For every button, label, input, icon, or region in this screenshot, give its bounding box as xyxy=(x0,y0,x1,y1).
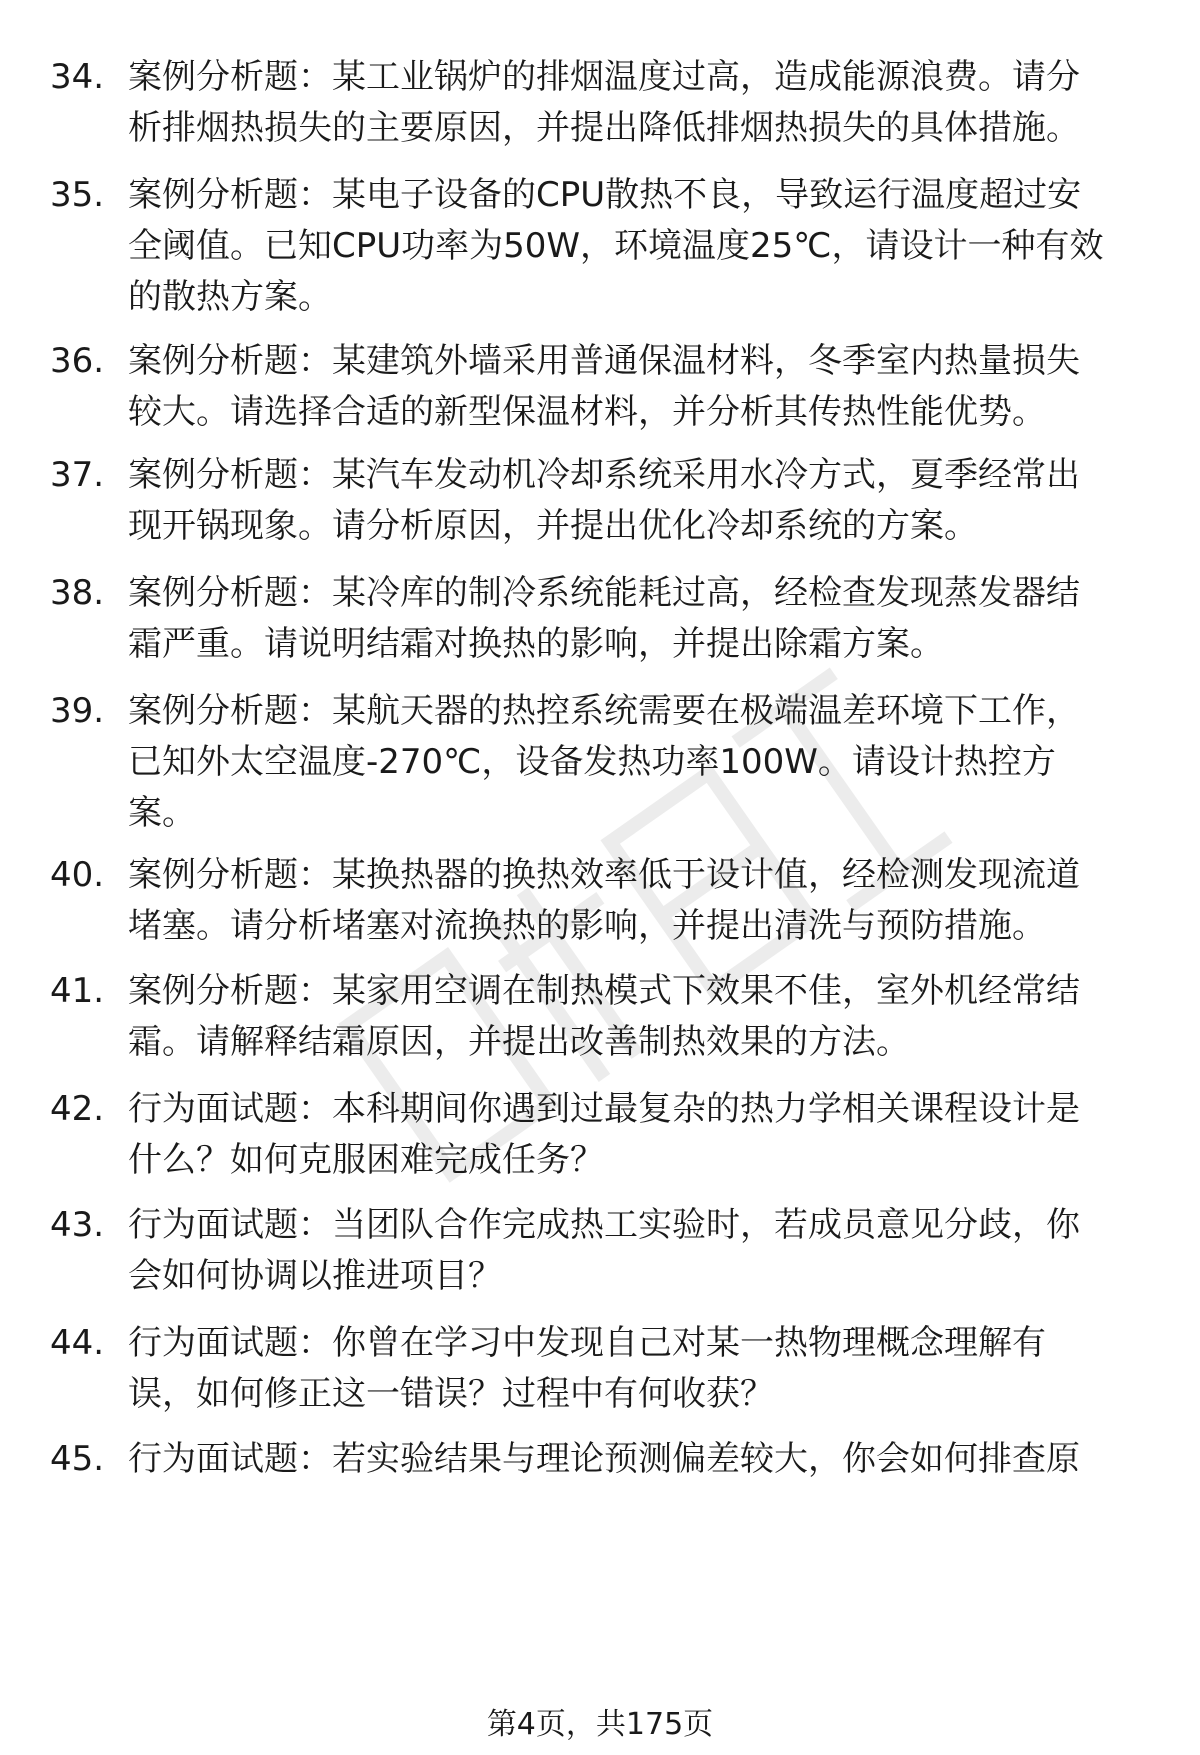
question-number: 38. xyxy=(50,573,105,613)
question-text: 案例分析题：某电子设备的CPU散热不良，导致运行温度超过安 全阈值。已知CPU功率为50W，环境温度25℃，请设计一种有效 的散热方案。 xyxy=(128,175,1104,317)
question-text: 行为面试题：本科期间你遇到过最复杂的热力学相关课程设计是 什么？如何克服困难完成任务？ xyxy=(128,1089,1080,1180)
question-text: 案例分析题：某工业锅炉的排烟温度过高，造成能源浪费。请分 析排烟热损失的主要原因，并提出降低排烟热损失的具体措施。 xyxy=(128,57,1080,148)
question-number: 36. xyxy=(50,341,105,381)
question-text: 行为面试题：若实验结果与理论预测偏差较大，你会如何排查原 xyxy=(128,1439,1080,1479)
question-number: 42. xyxy=(50,1089,105,1129)
question-text: 案例分析题：某建筑外墙采用普通保温材料，冬季室内热量损失 较大。请选择合适的新型保温材料，并分析其传热性能优势。 xyxy=(128,341,1080,432)
question-number: 44. xyxy=(50,1323,105,1363)
question-number: 35. xyxy=(50,175,105,215)
question-number: 39. xyxy=(50,691,105,731)
question-text: 案例分析题：某家用空调在制热模式下效果不佳，室外机经常结 霜。请解释结霜原因，并提出改善制热效果的方法。 xyxy=(128,971,1080,1062)
question-text: 案例分析题：某冷库的制冷系统能耗过高，经检查发现蒸发器结 霜严重。请说明结霜对换热的影响，并提出除霜方案。 xyxy=(128,573,1080,664)
question-text: 案例分析题：某汽车发动机冷却系统采用水冷方式，夏季经常出 现开锅现象。请分析原因，并提出优化冷却系统的方案。 xyxy=(128,455,1080,546)
question-number: 41. xyxy=(50,971,105,1011)
question-text: 案例分析题：某航天器的热控系统需要在极端温差环境下工作， 已知外太空温度-270℃，设备发热功率100W。请设计热控方 案。 xyxy=(128,691,1080,833)
question-number: 43. xyxy=(50,1205,105,1245)
question-number: 45. xyxy=(50,1439,105,1479)
question-text: 案例分析题：某换热器的换热效率低于设计值，经检测发现流道 堵塞。请分析堵塞对流换热的影响，并提出清洗与预防措施。 xyxy=(128,855,1080,946)
page-footer: 第4页，共175页 xyxy=(486,1707,714,1742)
question-text: 行为面试题：你曾在学习中发现自己对某一热物理概念理解有 误，如何修正这一错误？过程中有何收获？ xyxy=(128,1323,1046,1414)
question-number: 37. xyxy=(50,455,105,495)
question-text: 行为面试题：当团队合作完成热工实验时，若成员意见分歧，你 会如何协调以推进项目？ xyxy=(128,1205,1080,1296)
question-number: 40. xyxy=(50,855,105,895)
question-number: 34. xyxy=(50,57,105,97)
